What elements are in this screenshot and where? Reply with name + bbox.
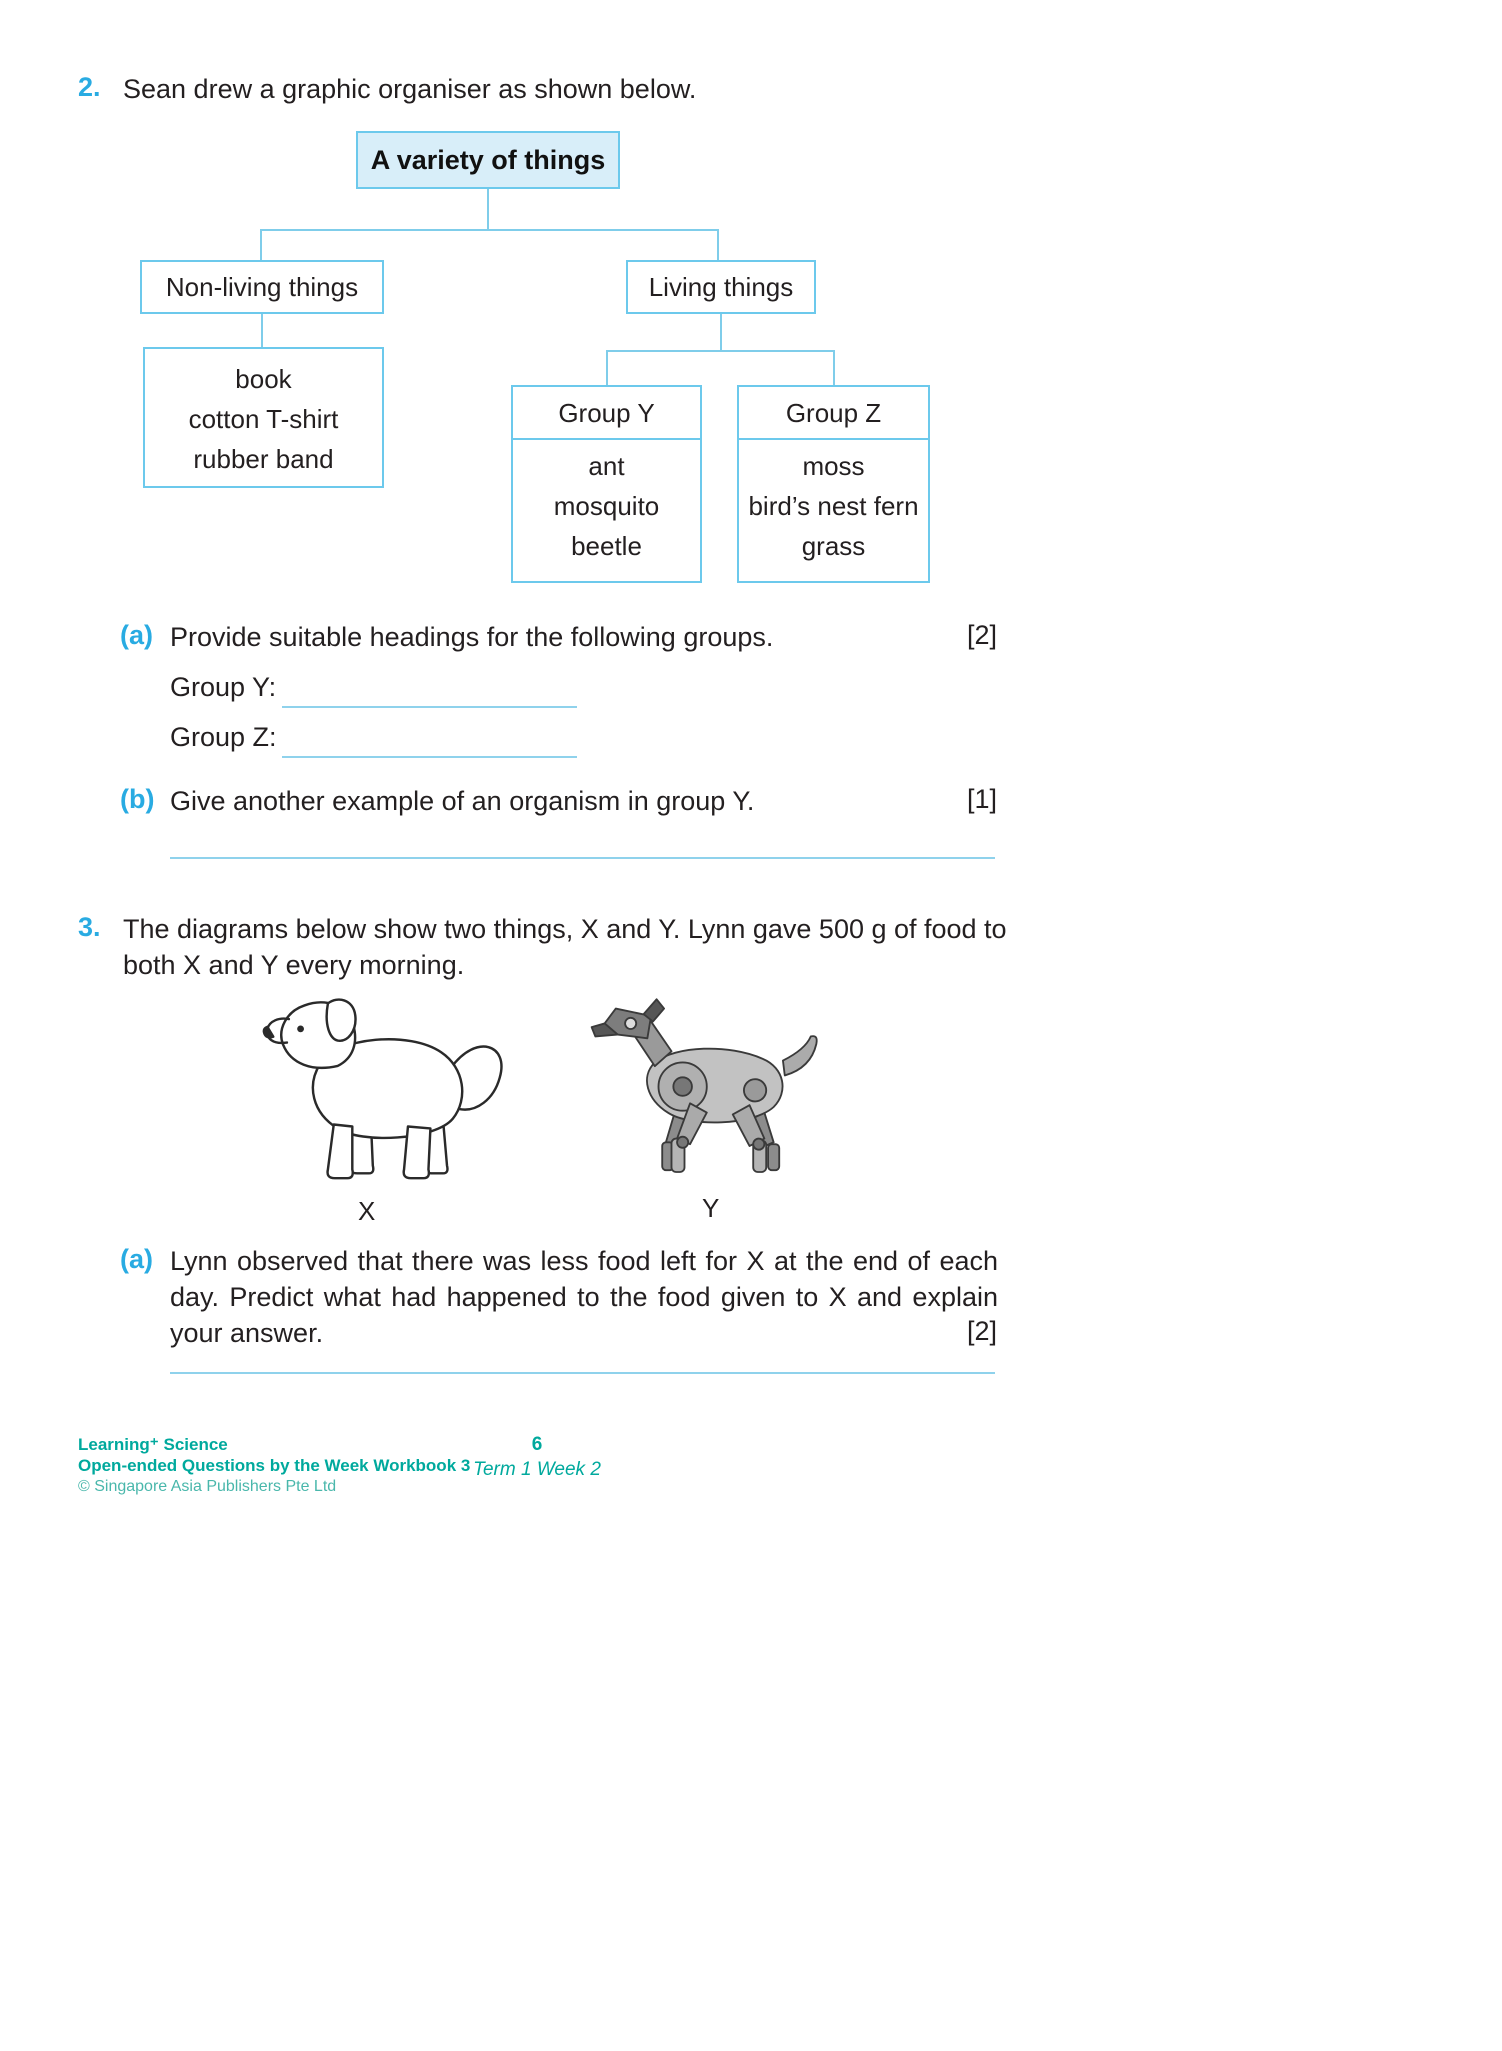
- term-week-label: Term 1 Week 2: [473, 1459, 601, 1480]
- organiser-root-box: A variety of things: [356, 131, 620, 189]
- q2-part-b-text: Give another example of an organism in group Y.: [170, 786, 755, 816]
- group-z-answer-blank: [282, 756, 577, 758]
- q3-part-a-marks: [2]: [966, 1316, 997, 1346]
- q3-part-a-answer-line: [170, 1372, 995, 1374]
- connector: [606, 350, 608, 385]
- list-item: ant: [588, 451, 625, 481]
- connector: [606, 350, 835, 352]
- connector: [260, 229, 262, 260]
- list-item: grass: [801, 531, 866, 561]
- q3-part-a-label: (a): [120, 1244, 153, 1274]
- list-item: book: [235, 364, 292, 394]
- living-things-box: Living things: [626, 260, 816, 314]
- robot-dog-y-image: [588, 990, 833, 1185]
- group-y-title: Group Y: [513, 387, 700, 440]
- list-item: cotton T-shirt: [188, 404, 339, 434]
- group-z-blank-label: Group Z:: [170, 722, 277, 752]
- page-number: 6: [531, 1434, 543, 1455]
- question-3-prompt: The diagrams below show two things, X and Y. Lynn gave 500 g of food to both X and Y every morning.: [123, 914, 1007, 980]
- list-item: beetle: [571, 531, 642, 561]
- list-item: mosquito: [553, 491, 660, 521]
- puppy-x-image: [238, 982, 533, 1187]
- q2-part-a-text: Provide suitable headings for the following groups.: [170, 622, 774, 652]
- footer-series: Learning⁺ Science: [78, 1435, 228, 1454]
- connector: [260, 229, 719, 231]
- connector: [833, 350, 835, 385]
- footer-page-info: [78, 1434, 996, 1481]
- question-3-number: 3.: [78, 912, 101, 942]
- connector: [487, 189, 489, 229]
- q2-part-a-label: (a): [120, 620, 153, 650]
- q2-part-b-label: (b): [120, 784, 155, 814]
- nonliving-things-box: Non-living things: [140, 260, 384, 314]
- footer-publisher: © Singapore Asia Publishers Pte Ltd: [78, 1478, 337, 1495]
- connector: [720, 314, 722, 350]
- group-y-blank-label: Group Y:: [170, 672, 277, 702]
- group-z-box: [737, 385, 930, 583]
- q2-part-b-marks: [1]: [966, 784, 997, 814]
- footer-book-title: Open-ended Questions by the Week Workbook 3: [78, 1456, 471, 1475]
- list-item: rubber band: [193, 444, 334, 474]
- connector: [717, 229, 719, 260]
- q2-part-b-answer-line: [170, 857, 995, 859]
- q3-part-a-text: Lynn observed that there was less food left for X at the end of each day. Predict what had happened to the food given to X and explain your answer.: [170, 1246, 998, 1348]
- nonliving-items-box: [143, 347, 384, 488]
- group-y-box: [511, 385, 702, 583]
- q2-part-a-marks: [2]: [966, 620, 997, 650]
- list-item: bird’s nest fern: [748, 491, 919, 521]
- figure-label-x: X: [358, 1196, 376, 1226]
- group-z-title: Group Z: [739, 387, 928, 440]
- figure-label-y: Y: [702, 1193, 720, 1223]
- question-2-prompt: Sean drew a graphic organiser as shown below.: [123, 74, 697, 104]
- question-2-number: 2.: [78, 72, 101, 102]
- connector: [261, 314, 263, 347]
- list-item: moss: [802, 451, 865, 481]
- group-y-answer-blank: [282, 706, 577, 708]
